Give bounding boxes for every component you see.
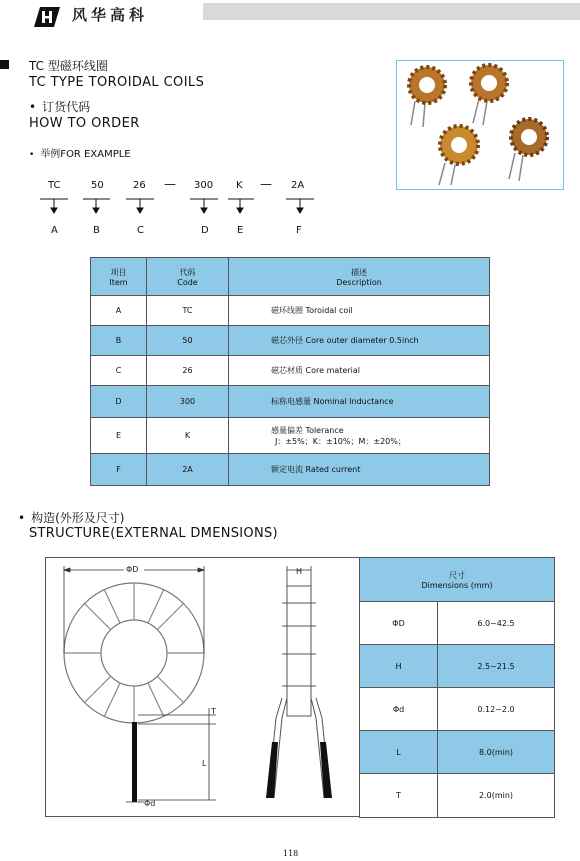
cell-param: ΦD <box>360 602 438 645</box>
code-dash: — <box>164 177 176 191</box>
cell-code: TC <box>147 296 229 326</box>
cell-item: B <box>91 326 147 356</box>
table-row <box>360 602 555 645</box>
table-row <box>91 326 490 356</box>
table-row <box>91 418 490 454</box>
od-label: ΦD <box>126 565 139 574</box>
example-text: 举例FOR EXAMPLE <box>40 149 131 160</box>
cell-param: Φd <box>360 688 438 731</box>
table-row <box>360 731 555 774</box>
cell-param: T <box>360 774 438 818</box>
code-part: K <box>236 180 243 191</box>
code-letter: D <box>201 225 209 236</box>
structure-heading-en: STRUCTURE(EXTERNAL DMENSIONS) <box>29 526 278 541</box>
cell-code: 300 <box>147 386 229 418</box>
order-heading-en: HOW TO ORDER <box>29 116 140 131</box>
code-part: 50 <box>91 180 104 191</box>
dimension-drawing <box>45 557 360 817</box>
header-code: 代码 Code <box>147 258 229 296</box>
code-dash: — <box>260 177 272 191</box>
cell-value: 0.12~2.0 <box>438 688 555 731</box>
example-label <box>29 145 131 160</box>
structure-heading-cn: • 构造(外形及尺寸) <box>18 511 125 525</box>
bullet-icon: • <box>29 150 35 160</box>
dimensions-table <box>359 557 555 818</box>
table-header-row <box>91 258 490 296</box>
toroid-image <box>509 119 547 181</box>
table-row <box>360 645 555 688</box>
page-number: 118 <box>283 849 299 858</box>
cell-item: F <box>91 454 147 486</box>
cell-value: 2.0(min) <box>438 774 555 818</box>
cell-code: K <box>147 418 229 454</box>
cell-code: 2A <box>147 454 229 486</box>
cell-desc: 磁芯外径 Core outer diameter 0.5inch <box>229 326 490 356</box>
section-marker <box>0 60 9 69</box>
order-cn-text: 订货代码 <box>42 100 91 114</box>
code-letter: A <box>51 225 58 236</box>
order-heading-cn <box>29 98 90 115</box>
code-part: 300 <box>194 180 214 191</box>
toroid-top-view <box>64 583 204 723</box>
order-table <box>90 257 490 486</box>
table-row <box>91 386 490 418</box>
cell-item: E <box>91 418 147 454</box>
product-photo <box>396 60 564 190</box>
title-cn: TC 型磁环线圈 <box>29 59 108 73</box>
cell-desc: 磁芯材质 Core material <box>229 356 490 386</box>
d-label: Φd <box>144 799 156 808</box>
toroid-image <box>439 126 478 185</box>
table-row <box>91 296 490 326</box>
code-letter: B <box>93 225 100 236</box>
cell-desc: 感量偏差 Tolerance J：±5%；K：±10%；M：±20%； <box>229 418 490 454</box>
cell-desc: 额定电流 Rated current <box>229 454 490 486</box>
cell-desc: 标称电感量 Nominal Inductance <box>229 386 490 418</box>
table-row <box>360 774 555 818</box>
table-row <box>91 356 490 386</box>
t-label: T <box>211 707 216 716</box>
lead-wire <box>132 722 137 802</box>
toroid-image <box>471 65 507 125</box>
brand-name: 风华高科 <box>72 6 149 24</box>
bullet-icon: • <box>18 511 26 525</box>
cell-value: 2.5~21.5 <box>438 645 555 688</box>
header-item: 项目 Item <box>91 258 147 296</box>
l-label: L <box>202 759 207 768</box>
h-label: H <box>296 567 303 576</box>
code-part: 2A <box>291 180 305 191</box>
cell-param: H <box>360 645 438 688</box>
cell-item: D <box>91 386 147 418</box>
code-letter: F <box>296 225 302 236</box>
cell-value: 8.0(min) <box>438 731 555 774</box>
brand-logo <box>30 5 64 29</box>
header-description: 描述 Description <box>229 258 490 296</box>
code-arrows <box>40 196 320 216</box>
code-part: 26 <box>133 180 146 191</box>
cell-code: 50 <box>147 326 229 356</box>
table-row <box>91 454 490 486</box>
dim-header: 尺寸 Dimensions (mm) <box>360 558 555 602</box>
code-part: TC <box>48 180 61 191</box>
toroid-side-view <box>268 586 330 798</box>
toroid-image <box>409 67 445 127</box>
cell-desc: 磁环线圈 Toroidal coil <box>229 296 490 326</box>
cell-value: 6.0~42.5 <box>438 602 555 645</box>
table-header-row <box>360 558 555 602</box>
title-en: TC TYPE TOROIDAL COILS <box>29 75 205 90</box>
code-letter: C <box>137 225 144 236</box>
cell-param: L <box>360 731 438 774</box>
bullet-icon: • <box>29 100 37 114</box>
cell-item: A <box>91 296 147 326</box>
cell-code: 26 <box>147 356 229 386</box>
header-bar <box>203 3 580 20</box>
code-letter: E <box>237 225 244 236</box>
table-row <box>360 688 555 731</box>
cell-item: C <box>91 356 147 386</box>
